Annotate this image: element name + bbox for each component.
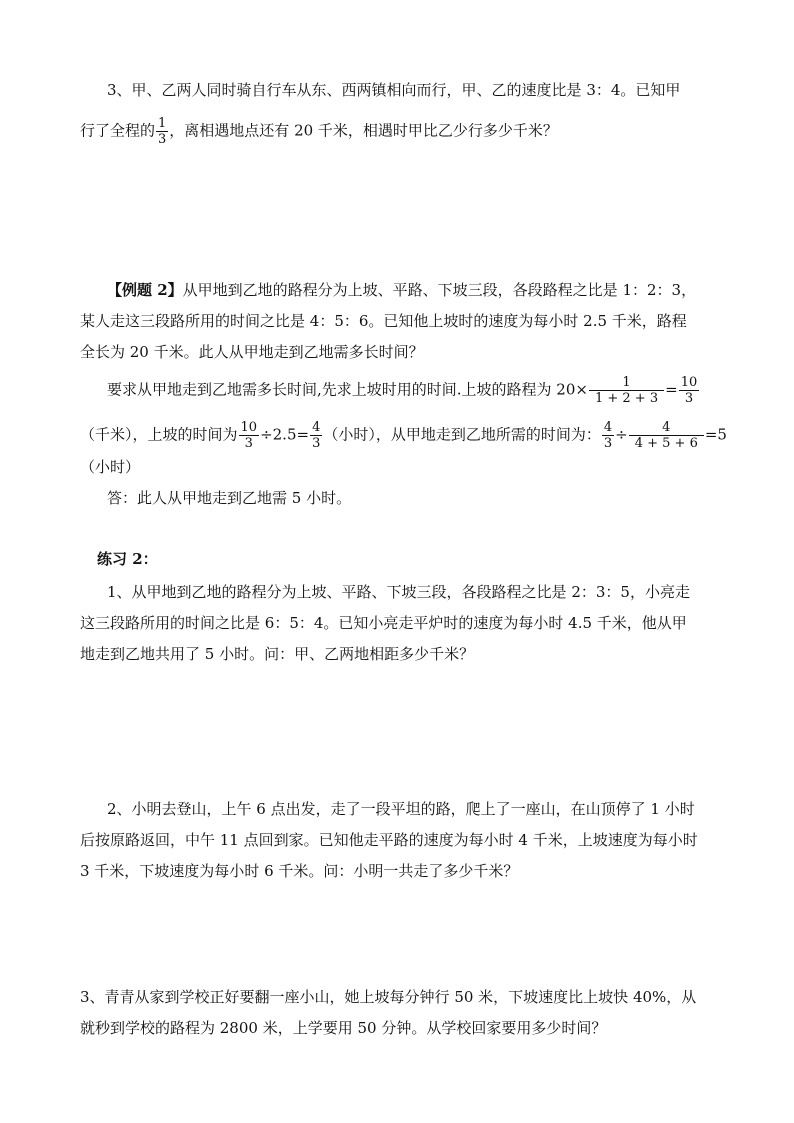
practice-q1-line1: 1、从甲地到乙地的路程分为上坡、平路、下坡三段，各段路程之比是 2：3：5，小亮走 xyxy=(107,583,690,601)
solution-line2-text: （小时），从甲地走到乙地所需的时间为： xyxy=(323,425,601,444)
fraction-numerator: 10 xyxy=(240,420,258,435)
solution-line3: （小时） xyxy=(80,458,141,476)
fraction-four-thirds xyxy=(602,420,614,451)
practice-q2-line2: 后按原路返回，中午 11 点回到家。已知他走平路的速度为每小时 4 千米，上坡速度为每小时 xyxy=(80,831,698,849)
problem3-line2-post: ，离相遇地点还有 20 千米，相遇时甲比乙少行多少千米？ xyxy=(169,121,558,140)
fraction-one-third xyxy=(156,116,168,147)
example2-line2: 某人走这三段路所用的时间之比是 4：5：6。已知他上坡时的速度为每小时 2.5 千米，路程 xyxy=(80,312,687,330)
practice-q2-line3: 3 千米，下坡速度为每小时 6 千米。问：小明一共走了多少千米？ xyxy=(80,862,519,880)
fraction-numerator: 4 xyxy=(312,420,321,435)
fraction-numerator: 10 xyxy=(680,375,698,390)
solution-line1 xyxy=(107,375,700,406)
solution-line2 xyxy=(80,420,727,451)
fraction-denominator: 3 xyxy=(603,436,613,451)
example2-line3: 全长为 20 千米。此人从甲地走到乙地需多长时间？ xyxy=(80,343,424,361)
equals-sign: = xyxy=(665,380,678,399)
example2-label: 【例题 2】 xyxy=(107,281,183,299)
practice-q2-line1: 2、小明去登山，上午 6 点出发，走了一段平坦的路，爬上了一座山，在山顶停了 1 小时 xyxy=(107,800,695,818)
fraction-denominator: 1 + 2 + 3 xyxy=(589,390,664,406)
fraction-denominator: 3 xyxy=(239,435,260,451)
problem3-line2-pre: 行了全程的 xyxy=(80,121,156,140)
fraction-1-over-sum xyxy=(589,375,664,406)
divide-sign: ÷ xyxy=(615,425,628,444)
practice-q3-line2: 就秒到学校的路程为 2800 米，上学要用 50 分钟。从学校回家要用多少时间？ xyxy=(80,1019,607,1037)
fraction-denominator: 4 + 5 + 6 xyxy=(629,435,704,451)
result-value: =5 xyxy=(704,425,727,444)
practice-heading: 练习 2： xyxy=(97,550,158,568)
answer-line: 答：此人从甲地走到乙地需 5 小时。 xyxy=(107,489,352,507)
practice-q3-line1: 3、青青从家到学校正好要翻一座小山，她上坡每分钟行 50 米，下坡速度比上坡快 40%，从 xyxy=(80,988,697,1006)
fraction-four-thirds xyxy=(310,420,322,451)
practice-q1-line2: 这三段路所用的时间之比是 6：5：4。已知小亮走平炉时的速度为每小时 4.5 千米，他从甲 xyxy=(80,614,687,632)
problem3-line2 xyxy=(80,116,558,147)
problem3-line1: 3、甲、乙两人同时骑自行车从东、西两镇相向而行，甲、乙的速度比是 3：4。已知甲 xyxy=(107,81,681,99)
fraction-numerator: 1 xyxy=(158,116,167,131)
fraction-numerator: 4 xyxy=(603,420,613,435)
fraction-4-over-sum xyxy=(629,420,704,451)
example2-line1 xyxy=(107,280,696,300)
example2-text1: 从甲地到乙地的路程分为上坡、平路、下坡三段，各段路程之比是 1：2：3， xyxy=(182,281,697,299)
fraction-numerator: 4 xyxy=(662,420,671,435)
fraction-ten-thirds xyxy=(239,420,260,451)
fraction-denominator: 3 xyxy=(158,132,167,147)
fraction-denominator: 3 xyxy=(312,436,321,451)
solution-line2-pre: （千米），上坡的时间为 xyxy=(80,425,238,444)
solution-line1-pre: 要求从甲地走到乙地需多长时间,先求上坡时用的时间.上坡的路程为 20× xyxy=(107,380,588,399)
fraction-ten-thirds xyxy=(679,375,700,406)
practice-q1-line3: 地走到乙地共用了 5 小时。问：甲、乙两地相距多少千米？ xyxy=(80,645,475,663)
fraction-numerator: 1 xyxy=(622,375,631,390)
fraction-denominator: 3 xyxy=(679,390,700,406)
division-expression: ÷2.5= xyxy=(260,425,310,444)
